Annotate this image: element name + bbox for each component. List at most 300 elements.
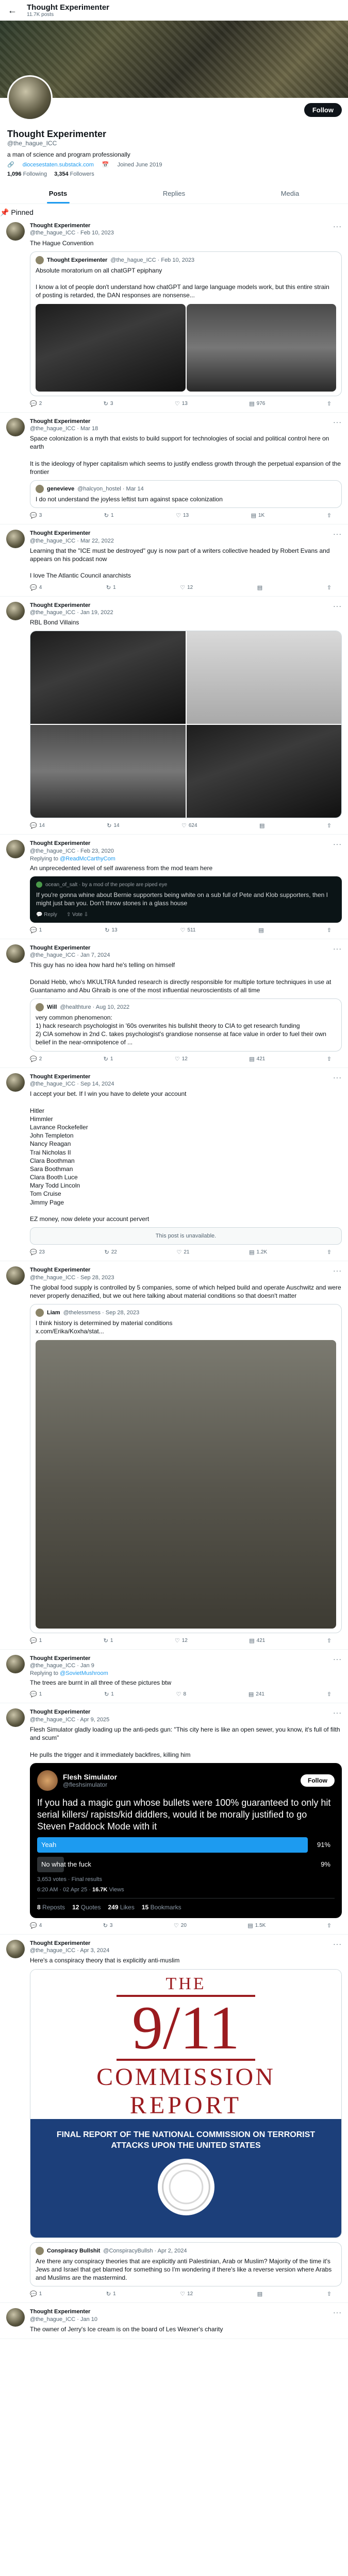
retweet-count: 1 bbox=[111, 513, 114, 519]
retweet-count: 1 bbox=[110, 1637, 113, 1643]
reply-icon: 💬 bbox=[30, 1056, 37, 1062]
replying-to bbox=[30, 856, 342, 862]
link-icon: 🔗 bbox=[7, 162, 14, 168]
quote-author: Thought Experimenter bbox=[47, 257, 108, 263]
tweet-text: Here's a conspiracy theory that is explicitly anti-muslim bbox=[30, 1957, 180, 1964]
share-icon: ⇧ bbox=[326, 1691, 332, 1698]
reddit-header: ocean_of_salt · by a mod of the people are piped eye bbox=[45, 882, 168, 888]
share-button[interactable] bbox=[327, 1922, 332, 1929]
tweet-actions bbox=[30, 1637, 342, 1644]
retweet-icon: ↻ bbox=[103, 1637, 108, 1644]
like-count: 12 bbox=[187, 584, 193, 590]
poll-votes: 3,653 votes · Final results bbox=[37, 1876, 102, 1883]
views-button[interactable] bbox=[249, 1056, 265, 1062]
views-button[interactable] bbox=[247, 1922, 266, 1929]
like-button[interactable] bbox=[175, 1637, 188, 1644]
more-icon[interactable]: ··· bbox=[333, 417, 342, 426]
share-icon: ⇧ bbox=[326, 823, 332, 829]
tweet-text: The trees are burnt in all three of these pictures btw bbox=[30, 1679, 172, 1687]
retweet-count: 3 bbox=[110, 400, 113, 406]
share-icon: ⇧ bbox=[326, 927, 332, 934]
share-icon: ⇧ bbox=[326, 400, 332, 407]
views-count: 1.2K bbox=[256, 1249, 268, 1256]
reply-button[interactable] bbox=[30, 1922, 42, 1929]
report-number: 9/11 bbox=[117, 1995, 255, 2061]
poll-quotes-label: Quotes bbox=[80, 1903, 101, 1911]
media-image[interactable] bbox=[187, 725, 342, 818]
following-count: 1,096 bbox=[7, 171, 22, 177]
poll-avatar bbox=[37, 1770, 58, 1791]
quote-meta: @thelessmess · Sep 28, 2023 bbox=[63, 1310, 140, 1316]
reply-button[interactable] bbox=[30, 2291, 42, 2297]
views-button[interactable] bbox=[258, 927, 263, 934]
reply-button[interactable] bbox=[30, 1691, 42, 1698]
unavailable-post: This post is unavailable. bbox=[30, 1227, 342, 1245]
retweet-button[interactable] bbox=[104, 1056, 113, 1062]
tweet-actions bbox=[30, 2291, 342, 2297]
reply-button[interactable] bbox=[30, 1249, 45, 1256]
reply-icon: 💬 bbox=[30, 927, 37, 934]
tweet-author[interactable]: Thought Experimenter bbox=[30, 944, 91, 951]
media-image[interactable] bbox=[30, 631, 186, 724]
views-button[interactable] bbox=[249, 1249, 267, 1256]
retweet-button[interactable] bbox=[104, 512, 114, 519]
more-icon[interactable]: ··· bbox=[333, 944, 342, 953]
retweet-icon: ↻ bbox=[106, 2291, 111, 2298]
views-count: 421 bbox=[256, 1637, 266, 1643]
poll-likes-count: 249 bbox=[108, 1903, 119, 1911]
retweet-button[interactable] bbox=[106, 584, 116, 591]
tweet-author[interactable]: Thought Experimenter bbox=[30, 840, 91, 847]
more-icon[interactable]: ··· bbox=[333, 1654, 342, 1663]
share-button[interactable] bbox=[327, 512, 332, 519]
reply-icon: 💬 bbox=[30, 400, 37, 407]
tweet-actions bbox=[30, 1691, 342, 1698]
chart-icon: ▤ bbox=[247, 1922, 253, 1929]
retweet-button[interactable] bbox=[104, 1249, 117, 1256]
like-button[interactable] bbox=[180, 584, 193, 591]
poll-screenshot[interactable] bbox=[30, 1763, 342, 1918]
profile-link[interactable]: diocesestaten.substack.com bbox=[22, 161, 94, 168]
reply-icon: 💬 bbox=[30, 513, 37, 519]
views-button[interactable] bbox=[249, 400, 265, 407]
quote-tweet[interactable] bbox=[30, 251, 342, 396]
tweet[interactable] bbox=[0, 2303, 348, 2339]
quote-avatar bbox=[36, 485, 44, 493]
reply-button[interactable] bbox=[30, 400, 42, 407]
like-count: 12 bbox=[181, 1637, 188, 1643]
retweet-icon: ↻ bbox=[103, 1056, 108, 1062]
chart-icon: ▤ bbox=[249, 1249, 255, 1256]
tweet[interactable] bbox=[0, 524, 348, 596]
reply-count: 1 bbox=[39, 927, 42, 933]
views-count: 1K bbox=[258, 513, 265, 519]
poll-reposts-label: Reposts bbox=[42, 1903, 65, 1911]
tweet-author[interactable]: Thought Experimenter bbox=[30, 2309, 91, 2315]
like-button[interactable] bbox=[175, 1056, 188, 1062]
pinned-label: 📌 Pinned bbox=[0, 208, 34, 216]
media-image[interactable] bbox=[187, 304, 337, 392]
quote-avatar bbox=[36, 1309, 44, 1317]
share-button[interactable] bbox=[327, 1249, 332, 1256]
like-count: 13 bbox=[183, 513, 189, 519]
quote-media bbox=[36, 304, 336, 392]
poll-bookmarks-label: Bookmarks bbox=[150, 1903, 181, 1911]
quote-avatar bbox=[36, 256, 44, 264]
retweet-icon: ↻ bbox=[107, 823, 112, 829]
poll-option-label: Yeah bbox=[41, 1841, 57, 1849]
arrow-left-icon[interactable]: ← bbox=[8, 5, 17, 15]
avatar[interactable] bbox=[6, 530, 25, 548]
like-button[interactable] bbox=[175, 400, 188, 407]
views-count: 976 bbox=[256, 400, 266, 406]
tweet[interactable] bbox=[0, 1650, 348, 1704]
reply-button[interactable] bbox=[30, 822, 45, 829]
header-posts-count: 11.7K posts bbox=[27, 12, 54, 18]
tweet[interactable] bbox=[0, 597, 348, 835]
tab-media[interactable]: Media bbox=[280, 190, 300, 197]
reply-button[interactable] bbox=[30, 1637, 42, 1644]
tweet-text: Learning that the "ICE must be destroyed" guy is now part of a writers collective headed by Robert Evans and appears on his podcast now I love The Atlantic Council anarchists bbox=[30, 547, 330, 580]
reply-icon: 💬 bbox=[30, 1249, 37, 1256]
profile-tabs bbox=[0, 183, 348, 204]
tweet-author[interactable]: Thought Experimenter bbox=[30, 1073, 91, 1080]
profile-banner[interactable] bbox=[0, 21, 348, 98]
retweet-icon: ↻ bbox=[106, 584, 111, 591]
like-count: 511 bbox=[187, 927, 196, 933]
tweet-meta: @the_hague_ICC · Feb 23, 2020 bbox=[30, 848, 114, 854]
reddit-vote: ⇧ Vote ⇩ bbox=[66, 911, 89, 918]
views-count: 421 bbox=[256, 1056, 266, 1062]
poll-reposts-count: 8 bbox=[37, 1903, 41, 1911]
reddit-vote-label: Vote bbox=[72, 911, 83, 918]
tweet-meta: @the_hague_ICC · Jan 9 bbox=[30, 1662, 94, 1669]
poll-option bbox=[37, 1857, 335, 1872]
chart-icon: ▤ bbox=[249, 400, 255, 407]
quote-text: very common phenomenon: 1) hack research psychologist in '60s overwrites his bullshit theory to CIA to get research funding 2) CIA somehow in 2nd C. takes psychologist's grandiose nonsense at face value in order to fuel their own belief in the near-omnipotence of ... bbox=[36, 1013, 326, 1046]
reply-button[interactable] bbox=[30, 927, 42, 934]
more-icon[interactable]: ··· bbox=[333, 530, 342, 538]
quote-tweet[interactable] bbox=[30, 1304, 342, 1633]
followers-label: Followers bbox=[70, 171, 94, 177]
reply-button[interactable] bbox=[30, 584, 42, 591]
quote-avatar bbox=[36, 1003, 44, 1011]
tweet-author[interactable]: Thought Experimenter bbox=[30, 602, 91, 608]
poll-bookmarks-count: 15 bbox=[141, 1903, 149, 1911]
more-icon[interactable]: ··· bbox=[333, 1266, 342, 1275]
share-button[interactable] bbox=[327, 1056, 332, 1062]
tweet-text: The Hague Convention bbox=[30, 239, 94, 247]
tweet-text: An unprecedented level of self awareness from the mod team here bbox=[30, 864, 213, 872]
tweet-author[interactable]: Thought Experimenter bbox=[30, 1940, 91, 1946]
tweet-meta: @the_hague_ICC · Feb 10, 2023 bbox=[30, 230, 114, 236]
poll-option bbox=[37, 1837, 335, 1853]
quote-tweet[interactable] bbox=[30, 480, 342, 508]
chart-icon: ▤ bbox=[259, 823, 265, 829]
subreddit-icon bbox=[36, 882, 42, 888]
retweet-icon: ↻ bbox=[104, 1691, 109, 1698]
like-button[interactable] bbox=[176, 1691, 186, 1698]
like-button[interactable] bbox=[176, 1249, 189, 1256]
media-image[interactable] bbox=[187, 631, 342, 724]
tweet[interactable] bbox=[0, 1703, 348, 1935]
tweet[interactable] bbox=[0, 1068, 348, 1262]
tweet-wrapper bbox=[0, 204, 348, 413]
poll-quotes-count: 12 bbox=[72, 1903, 79, 1911]
tweet-meta: @the_hague_ICC · Mar 22, 2022 bbox=[30, 537, 114, 544]
reply-count: 4 bbox=[39, 1922, 42, 1928]
poll-option-fill bbox=[37, 1837, 308, 1853]
reddit-reply-label: Reply bbox=[44, 911, 57, 918]
like-button[interactable] bbox=[174, 1922, 187, 1929]
views-button[interactable] bbox=[249, 1637, 265, 1644]
media-image[interactable] bbox=[30, 725, 186, 818]
retweet-count: 1 bbox=[113, 584, 116, 590]
retweet-button[interactable] bbox=[105, 927, 117, 934]
retweet-button[interactable] bbox=[104, 400, 113, 407]
like-button[interactable] bbox=[180, 927, 196, 934]
avatar[interactable] bbox=[6, 418, 25, 436]
tweet-author[interactable]: Thought Experimenter bbox=[30, 530, 91, 537]
share-button[interactable] bbox=[327, 1637, 332, 1644]
quote-meta: @healthture · Aug 10, 2022 bbox=[60, 1004, 130, 1010]
heart-icon: ♡ bbox=[174, 1056, 180, 1062]
tab-replies[interactable]: Replies bbox=[162, 190, 186, 197]
tweet-meta: @the_hague_ICC · Jan 10 bbox=[30, 2316, 98, 2323]
tab-posts[interactable]: Posts bbox=[0, 183, 116, 204]
reply-icon: 💬 bbox=[30, 1922, 37, 1929]
report-commission: COMMISSION bbox=[96, 2063, 275, 2091]
profile-row bbox=[0, 98, 348, 129]
replying-prefix: Replying to bbox=[30, 855, 60, 862]
reply-count: 1 bbox=[39, 2291, 42, 2297]
heart-icon: ♡ bbox=[181, 823, 187, 829]
share-icon: ⇧ bbox=[326, 1637, 332, 1644]
avatar[interactable] bbox=[6, 2308, 25, 2327]
heart-icon: ♡ bbox=[173, 1922, 179, 1929]
poll-views-count: 16.7K bbox=[92, 1886, 108, 1893]
heart-icon: ♡ bbox=[176, 1691, 181, 1698]
quote-author: Conspiracy Bullshit bbox=[47, 2247, 101, 2254]
like-count: 13 bbox=[181, 400, 188, 406]
like-count: 624 bbox=[188, 823, 197, 829]
poll-time: 6:20 AM · 02 Apr 25 bbox=[37, 1886, 88, 1893]
share-button[interactable] bbox=[327, 2291, 332, 2297]
views-button[interactable] bbox=[259, 822, 264, 829]
tweet-text: The global food supply is controlled by 5 companies, some of which helped build and operate Auschwitz and were never properly denazified, but we out here talking about material conditions so that doesn't matter bbox=[30, 1283, 341, 1299]
chart-icon: ▤ bbox=[248, 1691, 254, 1698]
chart-icon: ▤ bbox=[249, 1637, 255, 1644]
poll-question: If you had a magic gun whose bullets were 100% guaranteed to only hit serial killers/ rapists/kid diddlers, would it be morally justified to go Steven Paddock Mode with it bbox=[37, 1797, 331, 1832]
profile-stats bbox=[7, 171, 341, 177]
profile-description: a man of science and program professionally bbox=[7, 151, 130, 158]
retweet-button[interactable] bbox=[104, 1691, 114, 1698]
reply-button[interactable] bbox=[30, 1056, 42, 1062]
tweet-actions bbox=[30, 1056, 342, 1062]
reply-icon: 💬 bbox=[30, 584, 37, 591]
tweet-actions bbox=[30, 584, 342, 591]
share-button[interactable] bbox=[327, 584, 332, 591]
tweet[interactable] bbox=[0, 1935, 348, 2303]
tweet-author[interactable]: Thought Experimenter bbox=[30, 223, 91, 229]
tweet-actions bbox=[30, 1249, 342, 1256]
tweet-meta: @the_hague_ICC · Apr 9, 2025 bbox=[30, 1716, 110, 1723]
more-icon[interactable]: ··· bbox=[333, 601, 342, 610]
following-stat[interactable] bbox=[7, 171, 47, 177]
reply-icon: 💬 bbox=[30, 823, 37, 829]
report-the: THE bbox=[165, 1974, 206, 1993]
tweet-author[interactable]: Thought Experimenter bbox=[30, 1267, 91, 1274]
media-image[interactable] bbox=[36, 1340, 336, 1629]
reply-icon: 💬 bbox=[30, 2291, 37, 2298]
avatar[interactable] bbox=[6, 840, 25, 858]
retweet-icon: ↻ bbox=[104, 513, 109, 519]
media-image[interactable] bbox=[36, 304, 186, 392]
heart-icon: ♡ bbox=[180, 584, 186, 591]
share-icon: ⇧ bbox=[326, 513, 332, 519]
retweet-count: 1 bbox=[111, 1691, 114, 1698]
like-button[interactable] bbox=[181, 822, 197, 829]
chart-icon: ▤ bbox=[258, 927, 264, 934]
heart-icon: ♡ bbox=[176, 513, 181, 519]
like-button[interactable] bbox=[180, 2291, 193, 2297]
views-button[interactable] bbox=[251, 512, 265, 519]
avatar[interactable] bbox=[6, 944, 25, 963]
retweet-count: 14 bbox=[113, 823, 120, 829]
retweet-count: 13 bbox=[111, 927, 118, 933]
reply-count: 2 bbox=[39, 1056, 42, 1062]
poll-likes-label: Likes bbox=[120, 1903, 135, 1911]
share-button[interactable] bbox=[327, 927, 332, 934]
replying-handle[interactable]: @ReadMcCarthyCom bbox=[60, 855, 115, 862]
share-button[interactable] bbox=[327, 1691, 332, 1698]
poll-option-percent: 9% bbox=[321, 1860, 330, 1869]
heart-icon: ♡ bbox=[180, 927, 186, 934]
tweet-text: This guy has no idea how hard he's telling on himself Donald Hebb, who's MKULTRA funded research is directly responsible for multiple torture techniques in use at Guantanamo and Abu Ghraib is one of the most influential neuroscientists of all time bbox=[30, 961, 332, 994]
poll-author: Flesh Simulator bbox=[63, 1772, 118, 1781]
like-button[interactable] bbox=[176, 512, 189, 519]
followers-stat[interactable] bbox=[54, 171, 94, 177]
retweet-count: 1 bbox=[113, 2291, 116, 2297]
quote-tweet[interactable] bbox=[30, 998, 342, 1052]
tweet[interactable] bbox=[0, 217, 348, 413]
report-subtitle: FINAL REPORT OF THE NATIONAL COMMISSION ON TERRORIST ATTACKS UPON THE UNITED STATES bbox=[56, 2130, 316, 2150]
share-icon: ⇧ bbox=[326, 584, 332, 591]
like-count: 21 bbox=[184, 1249, 190, 1256]
reddit-reply: 💬 Reply bbox=[36, 911, 57, 918]
retweet-icon: ↻ bbox=[105, 927, 110, 934]
tweet[interactable] bbox=[0, 413, 348, 525]
views-button[interactable] bbox=[257, 584, 262, 591]
more-icon[interactable]: ··· bbox=[333, 1708, 342, 1717]
quote-author: genevieve bbox=[47, 486, 75, 493]
quote-avatar bbox=[36, 2247, 44, 2255]
views-button[interactable] bbox=[257, 2291, 262, 2297]
reply-count: 23 bbox=[39, 1249, 45, 1256]
reply-count: 4 bbox=[39, 584, 42, 590]
avatar[interactable] bbox=[6, 222, 25, 241]
heart-icon: ♡ bbox=[174, 1637, 180, 1644]
report-cover-top bbox=[30, 1970, 341, 2119]
heart-icon: ♡ bbox=[176, 1249, 182, 1256]
chart-icon: ▤ bbox=[257, 584, 263, 591]
tweet-text: RBL Bond Villains bbox=[30, 619, 79, 626]
tweet-meta: @the_hague_ICC · Apr 3, 2024 bbox=[30, 1947, 110, 1954]
quote-tweet[interactable] bbox=[30, 2242, 342, 2287]
avatar[interactable] bbox=[6, 602, 25, 620]
profile-avatar[interactable] bbox=[7, 75, 53, 121]
tweet-meta: @the_hague_ICC · Jan 19, 2022 bbox=[30, 609, 113, 616]
quote-text: Absolute moratorium on all chatGPT epiphany I know a lot of people don't understand how chatGPT and large language models work, but this entire strain of posting is retarded, the DAN responses are nonsense... bbox=[36, 266, 329, 299]
reply-button[interactable] bbox=[30, 512, 42, 519]
follow-button[interactable]: Follow bbox=[304, 103, 342, 117]
more-icon[interactable]: ··· bbox=[333, 2308, 342, 2317]
share-button[interactable] bbox=[327, 400, 332, 407]
more-icon[interactable]: ··· bbox=[333, 1073, 342, 1081]
tweet-actions bbox=[30, 400, 342, 407]
chart-icon: ▤ bbox=[257, 2291, 263, 2298]
reddit-screenshot[interactable] bbox=[30, 876, 342, 922]
more-icon[interactable]: ··· bbox=[333, 222, 342, 230]
poll-option-label: No what the fuck bbox=[41, 1860, 91, 1869]
replying-to bbox=[30, 1670, 342, 1676]
avatar[interactable] bbox=[6, 1940, 25, 1958]
quote-text: Are there any conspiracy theories that are explicitly anti Palestinian, Arab or Muslim? Majority of the time it's Jews and Israel that get blamed for something so I'm wondering if there's like a reverse version where Arabs and Muslims are the mastermind. bbox=[36, 2257, 332, 2282]
retweet-icon: ↻ bbox=[103, 1922, 108, 1929]
tweet-text: Space colonization is a myth that exists to build support for technologies of social and political control here on earth It is the ideology of hyper capitalism which seems to justify endless growth through the perpetual expansion of the frontier bbox=[30, 435, 341, 476]
header-title-block bbox=[27, 3, 109, 18]
more-icon[interactable]: ··· bbox=[333, 1939, 342, 1948]
media-image[interactable] bbox=[30, 1969, 342, 2238]
reply-count: 3 bbox=[39, 513, 42, 519]
quote-meta: @ConspiracyBullsh · Apr 2, 2024 bbox=[103, 2247, 187, 2254]
pinned-text: Pinned bbox=[11, 208, 34, 216]
chart-icon: ▤ bbox=[249, 1056, 255, 1062]
avatar[interactable] bbox=[6, 1708, 25, 1727]
tweet-text: The owner of Jerry's Ice cream is on the board of Les Wexner's charity bbox=[30, 2325, 223, 2333]
more-icon[interactable]: ··· bbox=[333, 840, 342, 849]
tweet[interactable] bbox=[0, 835, 348, 939]
share-icon: ⇧ bbox=[326, 1922, 332, 1929]
reply-count: 14 bbox=[39, 823, 45, 829]
replying-prefix: Replying to bbox=[30, 1670, 60, 1677]
tweet[interactable] bbox=[0, 939, 348, 1068]
heart-icon: ♡ bbox=[174, 400, 180, 407]
poll-views-label: Views bbox=[109, 1886, 124, 1893]
retweet-button[interactable] bbox=[104, 1637, 113, 1644]
avatar[interactable] bbox=[6, 1073, 25, 1092]
tweet-actions bbox=[30, 1922, 342, 1929]
tweet-author[interactable]: Thought Experimenter bbox=[30, 418, 91, 425]
retweet-button[interactable] bbox=[107, 822, 119, 829]
views-count: 1.5K bbox=[255, 1922, 266, 1928]
views-button[interactable] bbox=[248, 1691, 264, 1698]
replying-handle[interactable]: @SovietMushroom bbox=[60, 1670, 108, 1677]
share-button[interactable] bbox=[327, 822, 332, 829]
reply-icon: 💬 bbox=[30, 1691, 37, 1698]
like-count: 12 bbox=[187, 2291, 193, 2297]
avatar[interactable] bbox=[6, 1266, 25, 1285]
tweet-author[interactable]: Thought Experimenter bbox=[30, 1655, 91, 1662]
retweet-button[interactable] bbox=[106, 2291, 116, 2297]
report-cover-bottom bbox=[30, 2119, 341, 2238]
tweet[interactable] bbox=[0, 1261, 348, 1649]
retweet-button[interactable] bbox=[103, 1922, 113, 1929]
tweet-author[interactable]: Thought Experimenter bbox=[30, 1709, 91, 1716]
avatar[interactable] bbox=[6, 1655, 25, 1673]
reply-count: 1 bbox=[39, 1637, 42, 1643]
seal-icon bbox=[158, 2159, 214, 2215]
